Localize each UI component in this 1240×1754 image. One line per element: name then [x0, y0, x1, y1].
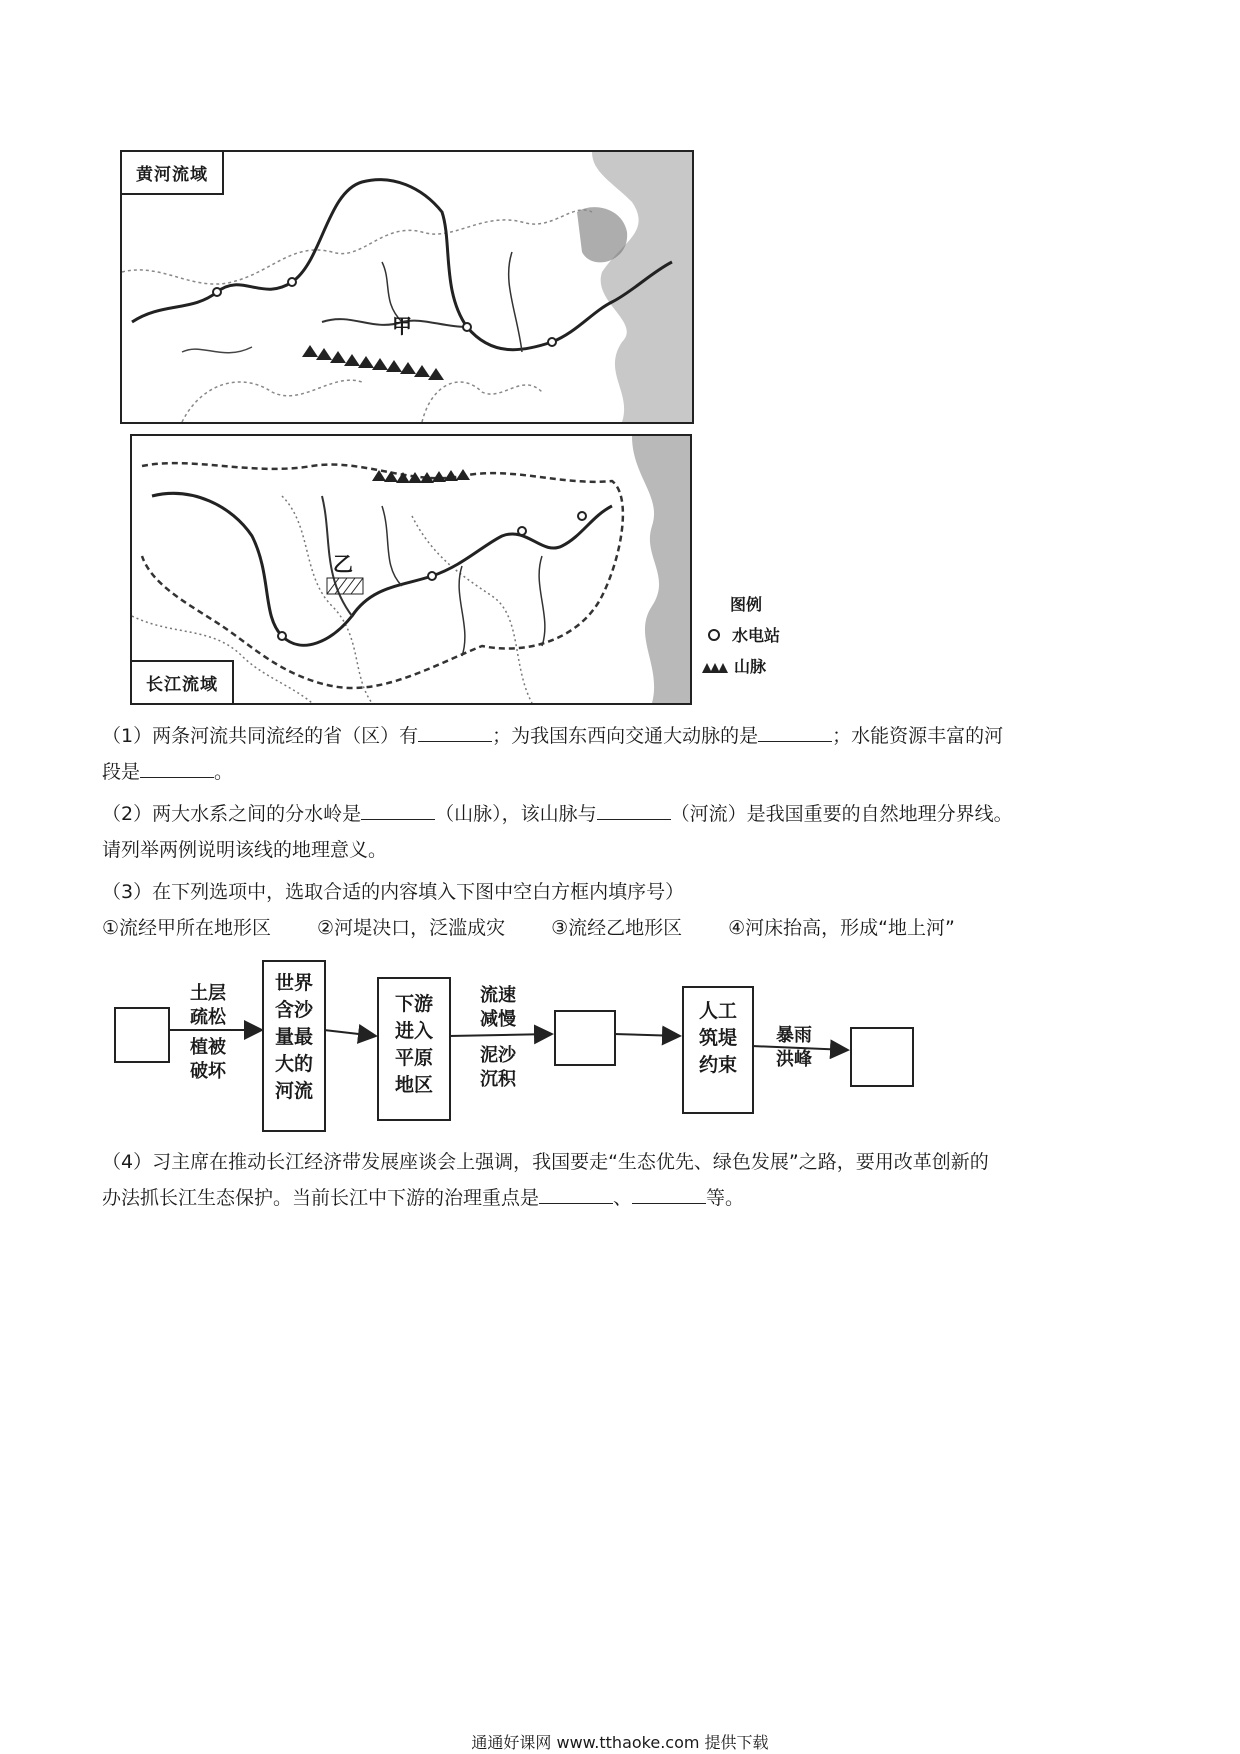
q2-blank-1[interactable]	[361, 801, 435, 820]
q1-text-e: 。	[214, 761, 234, 783]
q2-text-a: （2）两大水系之间的分水岭是	[102, 803, 362, 825]
flow-label-sediment: 泥沙沉积	[480, 1045, 516, 1090]
map-legend	[702, 592, 812, 677]
q3-text: （3）在下列选项中，选取合适的内容填入下图中空白方框内填序号）	[102, 881, 685, 903]
q1-text-a: （1）两条河流共同流经的省（区）有	[102, 725, 419, 747]
flow-box-lower-text: 下游进入平原地区	[394, 993, 433, 1096]
flow-box-river	[262, 960, 326, 1132]
question-1	[102, 718, 1142, 790]
q3-option-1: ①流经甲所在地形区	[102, 917, 272, 939]
q3-option-3: ③流经乙地形区	[551, 917, 683, 939]
q3-option-2: ②河堤决口，泛滥成灾	[317, 917, 506, 939]
legend-mountain: 山脉	[734, 657, 767, 676]
q1-text-c: ；水能资源丰富的河	[832, 725, 1004, 747]
flow-blank-box-1[interactable]	[114, 1007, 170, 1063]
q2-text-b: （山脉），该山脉与	[435, 803, 597, 825]
question-3	[102, 874, 1142, 910]
flow-blank-box-3[interactable]	[850, 1027, 914, 1087]
hydro-station-icon	[708, 629, 720, 641]
q1-text-b: ；为我国东西向交通大动脉的是	[492, 725, 759, 747]
q4-text-a: （4）习主席在推动长江经济带发展座谈会上强调，我国要走“生态优先、绿色发展”之路，要用改革创新的	[102, 1151, 989, 1173]
label-jia: 甲	[392, 314, 412, 338]
question-2	[102, 796, 1142, 868]
q1-blank-3[interactable]	[140, 759, 214, 778]
yangtze-river-map-title: 长江流域	[132, 660, 234, 703]
yangtze-river-map	[130, 434, 692, 705]
q1-blank-1[interactable]	[418, 723, 492, 742]
q2-text-c: （河流）是我国重要的自然地理分界线。	[670, 803, 1013, 825]
q4-blank-1[interactable]	[539, 1185, 613, 1204]
legend-title: 图例	[730, 595, 763, 614]
yellow-river-map	[120, 150, 694, 424]
flow-box-dike	[682, 986, 754, 1114]
q4-text-c: 、	[613, 1187, 633, 1209]
flow-box-dike-text: 人工筑堤约束	[698, 1000, 737, 1076]
legend-station: 水电站	[732, 626, 781, 645]
flow-label-vegetation: 植被破坏	[190, 1037, 226, 1082]
flow-blank-box-2[interactable]	[554, 1010, 616, 1066]
question-4	[102, 1144, 1142, 1216]
label-yi: 乙	[333, 552, 353, 576]
flow-box-lower	[377, 977, 451, 1121]
q4-text-b: 办法抓长江生态保护。当前长江中下游的治理重点是	[102, 1187, 540, 1209]
q4-text-d: 等。	[706, 1187, 745, 1209]
flow-label-speed: 流速减慢	[480, 985, 516, 1030]
flow-box-river-text: 世界含沙量最大的河流	[274, 972, 313, 1102]
q1-text-d: 段是	[102, 761, 141, 783]
flow-label-soil: 土层疏松	[190, 983, 226, 1028]
q4-blank-2[interactable]	[632, 1185, 706, 1204]
q1-blank-2[interactable]	[758, 723, 832, 742]
page-footer: 通通好课网 www.tthaoke.com 提供下载	[471, 1733, 769, 1752]
q3-option-4: ④河床抬高，形成“地上河”	[728, 917, 955, 939]
yellow-river-map-title: 黄河流域	[122, 152, 224, 195]
q2-blank-2[interactable]	[597, 801, 671, 820]
flow-label-storm: 暴雨洪峰	[776, 1025, 812, 1070]
q2-text-d: 请列举两例说明该线的地理意义。	[102, 839, 388, 861]
question-3-options	[102, 910, 1142, 946]
mountain-icon	[702, 659, 728, 673]
